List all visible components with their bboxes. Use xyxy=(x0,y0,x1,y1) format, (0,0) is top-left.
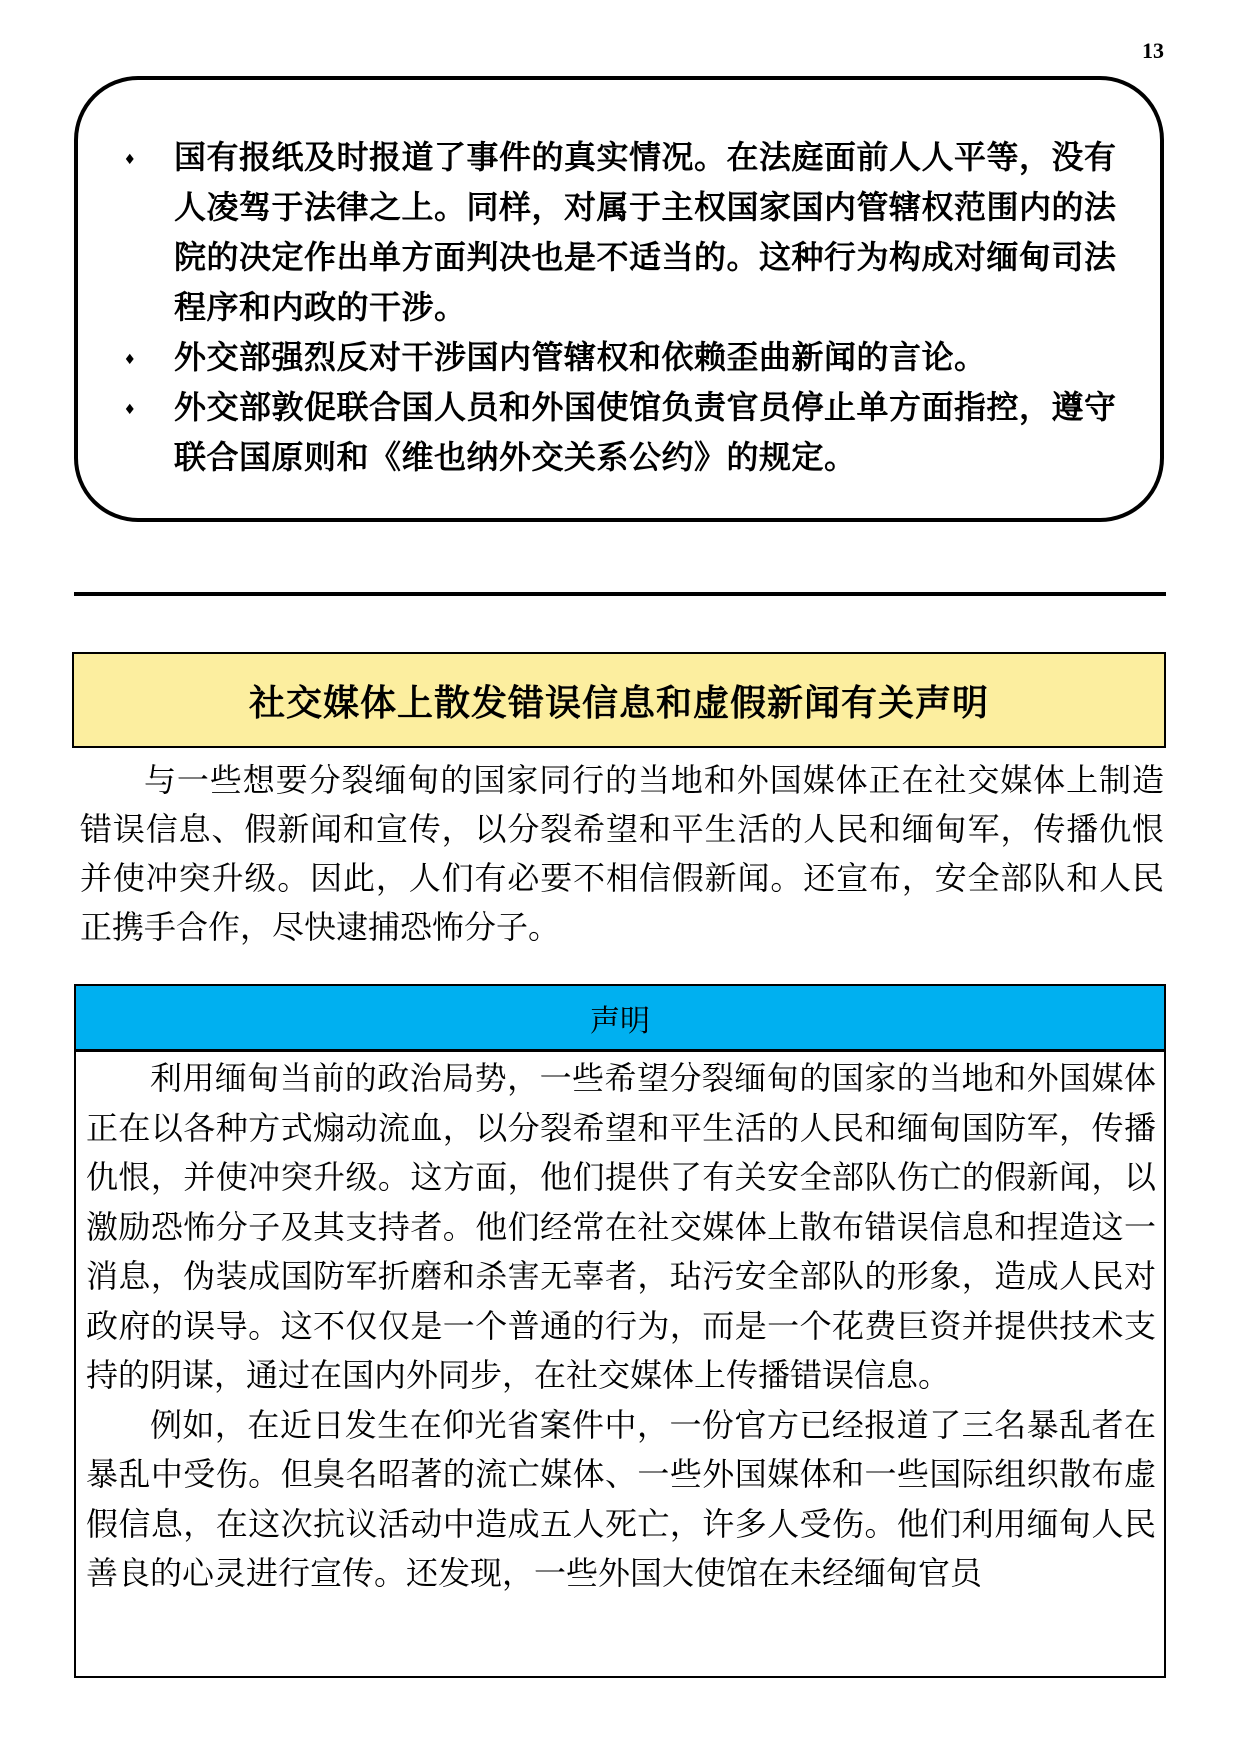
bullet-list xyxy=(110,132,1130,482)
diamond-bullet-icon: ♦ xyxy=(123,152,137,168)
statement-paragraph: 利用缅甸当前的政治局势，一些希望分裂缅甸的国家的当地和外国媒体正在以各种方式煽动流血，以分裂希望和平生活的人民和缅甸国防军，传播仇恨，并使冲突升级。这方面，他们提供了有关安全部队伤亡的假新闻，以激励恐怖分子及其支持者。他们经常在社交媒体上散布错误信息和捏造这一消息，伪装成国防军折磨和杀害无辜者，玷污安全部队的形象，造成人民对政府的误导。这不仅仅是一个普通的行为，而是一个花费巨资并提供技术支持的阴谋，通过在国内外同步，在社交媒体上传播错误信息。 xyxy=(86,1059,1156,1394)
bullet-item xyxy=(110,382,1130,482)
statement-box xyxy=(74,984,1166,1678)
bullet-text: 国有报纸及时报道了事件的真实情况。在法庭面前人人平等，没有人凌驾于法律之上。同样，对属于主权国家国内管辖权范围内的法院的决定作出单方面判决也是不适当的。这种行为构成对缅甸司法程序和内政的干涉。 xyxy=(174,138,1117,326)
callout-box xyxy=(74,76,1164,522)
diamond-bullet-icon: ♦ xyxy=(123,402,137,418)
statement-header: 声明 xyxy=(76,986,1164,1052)
bullet-item xyxy=(110,132,1130,332)
bullet-item xyxy=(110,332,1130,382)
page-number: 13 xyxy=(1142,38,1164,63)
bullet-text: 外交部敦促联合国人员和外国使馆负责官员停止单方面指控，遵守联合国原则和《维也纳外交关系公约》的规定。 xyxy=(174,388,1117,476)
section-divider xyxy=(74,592,1166,596)
intro-paragraph: 与一些想要分裂缅甸的国家同行的当地和外国媒体正在社交媒体上制造错误信息、假新闻和宣传，以分裂希望和平生活的人民和缅甸军，传播仇恨并使冲突升级。因此，人们有必要不相信假新闻。还宣布，安全部队和人民正携手合作，尽快逮捕恐怖分子。 xyxy=(80,761,1164,946)
diamond-bullet-icon: ♦ xyxy=(123,352,137,368)
statement-body xyxy=(76,1052,1164,1599)
statement-paragraph: 例如，在近日发生在仰光省案件中，一份官方已经报道了三名暴乱者在暴乱中受伤。但臭名昭著的流亡媒体、一些外国媒体和一些国际组织散布虚假信息，在这次抗议活动中造成五人死亡，许多人受伤。他们利用缅甸人民善良的心灵进行宣传。还发现，一些外国大使馆在未经缅甸官员 xyxy=(86,1405,1156,1592)
bullet-text: 外交部强烈反对干涉国内管辖权和依赖歪曲新闻的言论。 xyxy=(174,338,987,376)
section-title: 社交媒体上散发错误信息和虚假新闻有关声明 xyxy=(72,652,1166,748)
